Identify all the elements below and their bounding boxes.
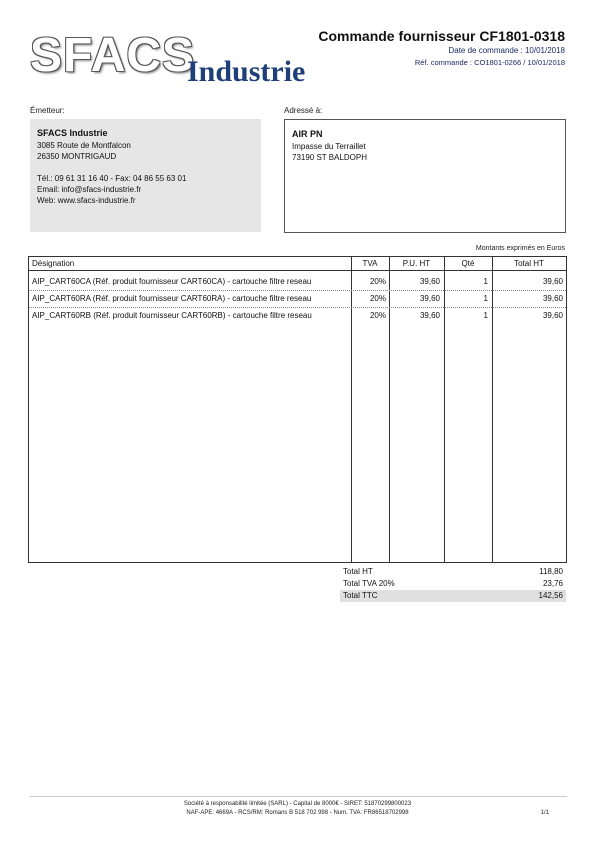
footer-divider xyxy=(30,796,567,797)
order-lines-table xyxy=(28,256,567,563)
row-unit-price: 39,60 xyxy=(419,294,440,303)
logo-sfacs-text: SFACS xyxy=(30,29,196,82)
row-quantity: 1 xyxy=(483,294,488,303)
recipient-box xyxy=(284,119,566,233)
row-tva: 20% xyxy=(369,277,386,286)
row-quantity: 1 xyxy=(483,277,488,286)
row-total: 39,60 xyxy=(542,277,563,286)
footer-legal-line2: NAF-APE: 4669A - RCS/RM: Romans B 518 702 998 - Num. TVA: FR86518702998 xyxy=(186,810,409,816)
total-ttc-row xyxy=(340,590,566,602)
row-unit-price: 39,60 xyxy=(419,311,440,320)
row-tva: 20% xyxy=(369,294,386,303)
document-title: Commande fournisseur CF1801-0318 xyxy=(318,28,565,44)
row-designation: AIP_CART60CA (Réf. produit fournisseur CART60CA) - cartouche filtre reseau xyxy=(32,277,312,286)
total-tva-label: Total TVA 20% xyxy=(343,579,395,588)
row-unit-price: 39,60 xyxy=(419,277,440,286)
table-row xyxy=(29,292,566,308)
table-header xyxy=(29,257,566,271)
company-logo xyxy=(30,29,315,88)
page-number: 1/1 xyxy=(540,810,549,816)
footer-legal-line1: Société à responsabilité limitée (SARL) - Capital de 8000€ - SIRET: 51870299800023 xyxy=(183,801,412,807)
order-date: Date de commande : 10/01/2018 xyxy=(448,46,565,55)
currency-note: Montants exprimés en Euros xyxy=(475,245,565,252)
row-designation: AIP_CART60RA (Réf. produit fournisseur CART60RA) - cartouche filtre reseau xyxy=(32,294,312,303)
logo-industrie-text: Industrie xyxy=(187,55,306,88)
total-tva-row xyxy=(340,578,566,590)
order-reference: Réf. commande : CO1801-0266 / 10/01/2018 xyxy=(414,58,565,67)
sender-web: Web: www.sfacs-industrie.fr xyxy=(37,196,136,205)
header-unit-price: P.U. HT xyxy=(402,259,431,268)
recipient-address-line2: 73190 ST BALDOPH xyxy=(292,153,368,162)
header-quantity: Qté xyxy=(461,259,475,268)
row-quantity: 1 xyxy=(483,311,488,320)
table-row xyxy=(29,309,566,325)
row-total: 39,60 xyxy=(542,311,563,320)
sender-address-line1: 3085 Route de Montfalcon xyxy=(37,141,131,150)
total-ttc-label: Total TTC xyxy=(343,591,378,600)
sender-phone: Tél.: 09 61 31 16 40 - Fax: 04 86 55 63 01 xyxy=(37,174,187,183)
sender-email: Email: info@sfacs-industrie.fr xyxy=(37,185,142,194)
sender-address-line2: 26350 MONTRIGAUD xyxy=(37,152,117,161)
total-ht-label: Total HT xyxy=(343,567,373,576)
total-tva-value: 23,76 xyxy=(542,579,563,588)
table-row xyxy=(29,275,566,291)
header-designation: Désignation xyxy=(32,259,75,268)
total-ht-row xyxy=(340,566,566,578)
total-ttc-value: 142,56 xyxy=(538,591,563,600)
recipient-label: Adressé à: xyxy=(284,106,323,115)
recipient-address-line1: Impasse du Terraillet xyxy=(292,142,366,151)
sender-name: SFACS Industrie xyxy=(37,128,108,138)
header-total-ht: Total HT xyxy=(514,259,544,268)
row-total: 39,60 xyxy=(542,294,563,303)
sender-box xyxy=(30,119,261,232)
row-tva: 20% xyxy=(369,311,386,320)
recipient-name: AIR PN xyxy=(292,129,323,139)
header-tva: TVA xyxy=(362,259,378,268)
total-ht-value: 118,80 xyxy=(539,567,563,576)
row-designation: AIP_CART60RB (Réf. produit fournisseur CART60RB) - cartouche filtre reseau xyxy=(32,311,312,320)
sender-label: Émetteur: xyxy=(30,106,65,115)
